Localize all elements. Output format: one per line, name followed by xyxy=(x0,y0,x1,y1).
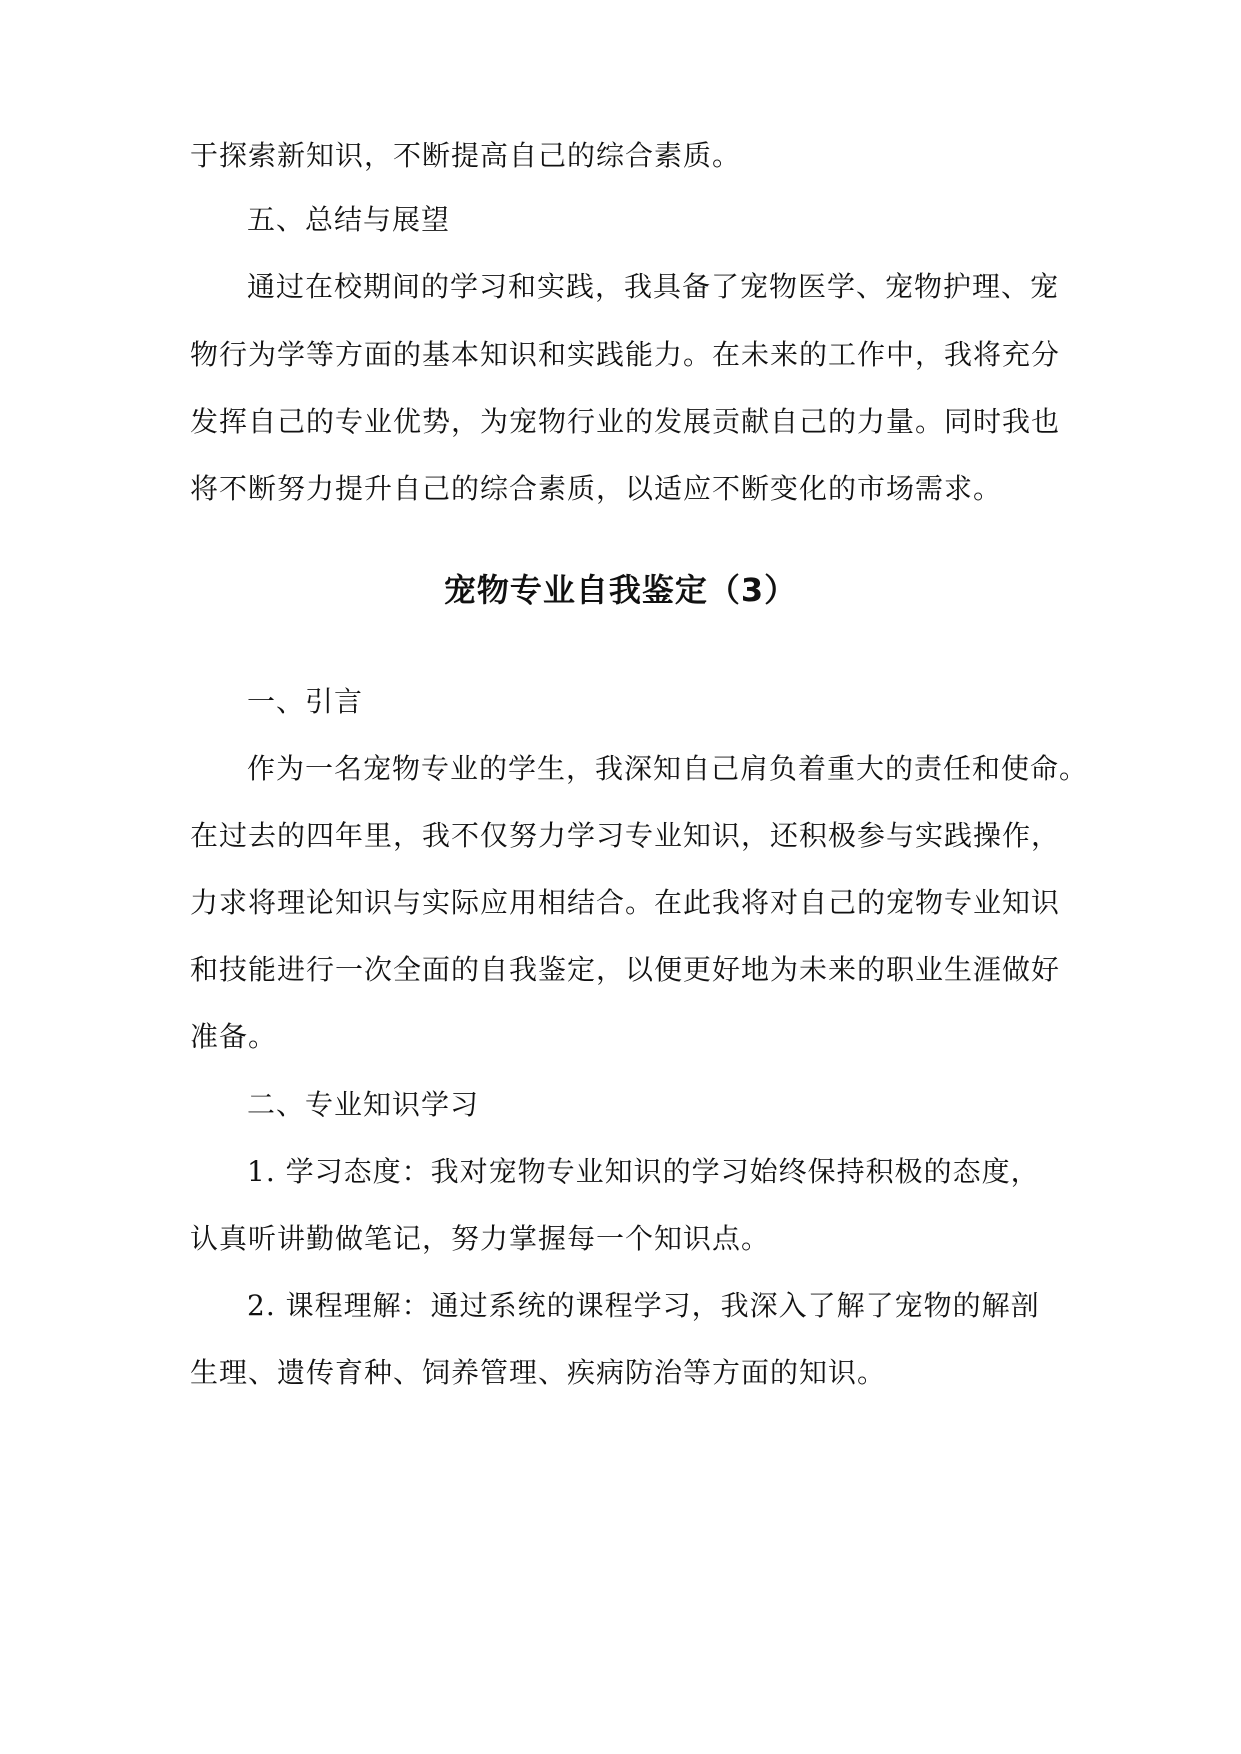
paragraph-line: 在过去的四年里，我不仅努力学习专业知识，还积极参与实践操作， xyxy=(190,819,1061,852)
section-heading-study: 二、专业知识学习 xyxy=(247,1088,480,1121)
paragraph-line: 通过在校期间的学习和实践，我具备了宠物医学、宠物护理、宠 xyxy=(247,270,1060,303)
paragraph-line: 准备。 xyxy=(190,1020,278,1053)
document-title: 宠物专业自我鉴定（3） xyxy=(443,571,798,609)
list-item-line: 生理、遗传育种、饲养管理、疾病防治等方面的知识。 xyxy=(190,1356,887,1389)
section-heading-summary: 五、总结与展望 xyxy=(247,203,451,236)
list-item-line: 2. 课程理解：通过系统的课程学习，我深入了解了宠物的解剖 xyxy=(247,1289,1040,1322)
paragraph-line: 将不断努力提升自己的综合素质，以适应不断变化的市场需求。 xyxy=(190,472,1003,505)
paragraph-line: 作为一名宠物专业的学生，我深知自己肩负着重大的责任和使命。 xyxy=(247,752,1089,785)
paragraph-line: 力求将理论知识与实际应用相结合。在此我将对自己的宠物专业知识 xyxy=(190,886,1061,919)
paragraph-line: 和技能进行一次全面的自我鉴定，以便更好地为未来的职业生涯做好 xyxy=(190,953,1061,986)
list-item-line: 1. 学习态度：我对宠物专业知识的学习始终保持积极的态度， xyxy=(247,1155,1040,1188)
paragraph-line: 于探索新知识，不断提高自己的综合素质。 xyxy=(190,139,742,172)
paragraph-line: 物行为学等方面的基本知识和实践能力。在未来的工作中，我将充分 xyxy=(190,338,1061,371)
paragraph-line: 发挥自己的专业优势，为宠物行业的发展贡献自己的力量。同时我也 xyxy=(190,405,1061,438)
list-item-line: 认真听讲勤做笔记，努力掌握每一个知识点。 xyxy=(190,1222,771,1255)
section-heading-intro: 一、引言 xyxy=(247,685,364,718)
